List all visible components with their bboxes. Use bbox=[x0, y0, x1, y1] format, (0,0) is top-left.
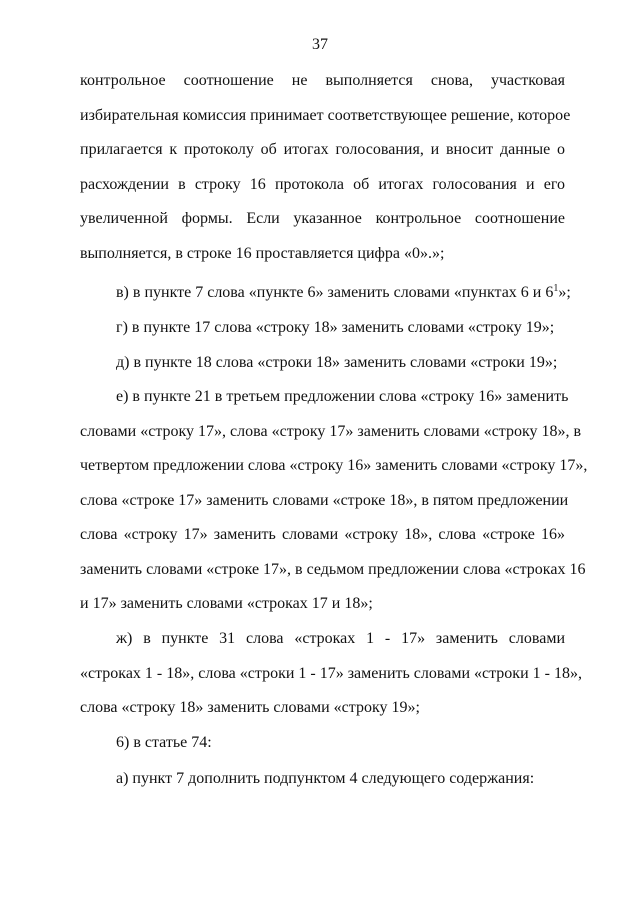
text-line: е) в пункте 21 в третьем предложении слова «строку 16» заменить bbox=[116, 388, 569, 405]
paragraph-item-a bbox=[80, 762, 565, 797]
superscript: 1 bbox=[553, 283, 559, 294]
text-line bbox=[80, 276, 571, 311]
text-fragment: »; bbox=[558, 284, 571, 301]
text-line: увеличенной формы. Если указанное контрольное соотношение bbox=[80, 210, 565, 227]
page-number: 37 bbox=[312, 36, 328, 53]
paragraph-item-e bbox=[80, 380, 588, 622]
text-line: избирательная комиссия принимает соответствующее решение, которое bbox=[80, 106, 571, 124]
paragraph-item-v bbox=[80, 276, 571, 311]
paragraph-item-zh bbox=[80, 622, 582, 726]
paragraph-item-g bbox=[80, 311, 565, 346]
text-line: словами «строку 17», слова «строку 17» заменить словами «строку 18», в bbox=[80, 422, 582, 440]
text-line: и 17» заменить словами «строках 17 и 18»; bbox=[80, 595, 373, 612]
paragraph-article-74 bbox=[80, 726, 565, 761]
text-line: слова «строке 17» заменить словами «строке 18», в пятом предложении bbox=[80, 491, 569, 509]
text-line: выполняется, в строке 16 проставляется цифра «0».»; bbox=[80, 244, 445, 262]
text-line: заменить словами «строке 17», в седьмом предложении слова «строках 16 bbox=[80, 560, 586, 578]
text-line: прилагается к протоколу об итогах голосования, и вносит данные о bbox=[80, 141, 565, 158]
paragraph-continuation bbox=[80, 64, 571, 271]
text-line: г) в пункте 17 слова «строку 18» заменить словами «строку 19»; bbox=[116, 319, 555, 336]
text-line: а) пункт 7 дополнить подпунктом 4 следующего содержания: bbox=[116, 770, 535, 787]
text-line: расхождении в строку 16 протокола об итогах голосования и его bbox=[80, 175, 565, 193]
text-line: контрольное соотношение не выполняется снова, участковая bbox=[80, 72, 565, 89]
text-line: слова «строку 18» заменить словами «строку 19»; bbox=[80, 699, 420, 716]
text-line: «строках 1 - 18», слова «строки 1 - 17» заменить словами «строки 1 - 18», bbox=[80, 664, 582, 682]
text-line: ж) в пункте 31 слова «строках 1 - 17» заменить словами bbox=[116, 630, 565, 647]
text-line: д) в пункте 18 слова «строки 18» заменить словами «строки 19»; bbox=[116, 354, 558, 371]
text-line: четвертом предложении слова «строку 16» заменить словами «строку 17», bbox=[80, 457, 588, 474]
text-line: 6) в статье 74: bbox=[116, 734, 212, 751]
paragraph-item-d bbox=[80, 346, 565, 381]
text-fragment: в) в пункте 7 слова «пункте 6» заменить словами «пунктах 6 и 6 bbox=[116, 284, 554, 301]
text-line: слова «строку 17» заменить словами «строку 18», слова «строке 16» bbox=[80, 526, 565, 543]
